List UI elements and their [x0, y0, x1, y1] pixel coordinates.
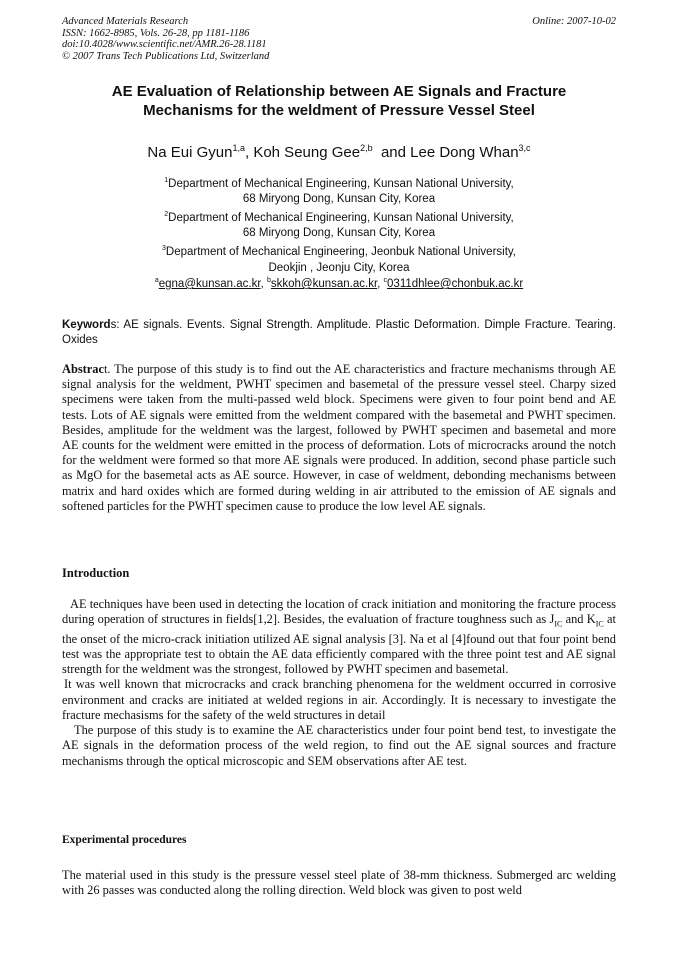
experimental-body: The material used in this study is the pressure vessel steel plate of 38-mm thickness. Submerged arc welding with 26 passes was conducted along the rolling direction. Weld block was given to post weld	[62, 868, 616, 898]
affiliation-number: 3	[162, 245, 166, 253]
affiliation-list	[62, 173, 616, 276]
intro-paragraph-3: The purpose of this study is to examine the AE characteristics under four point bend test, to investigate the AE signals in the deformation process of the weld region, to find out the AE signal sources and fracture mechanisms through the optical microscopic and SEM observations after AE test.	[62, 723, 616, 768]
copyright-line: © 2007 Trans Tech Publications Ltd, Switzerland	[62, 50, 270, 62]
abstract-section	[62, 362, 616, 514]
introduction-heading: Introduction	[62, 566, 130, 580]
author-list	[62, 139, 616, 162]
affiliation-address: 68 Miryong Dong, Kunsan City, Korea	[242, 227, 436, 240]
paper-title	[62, 82, 616, 120]
title-line-2: Mechanisms for the weldment of Pressure Vessel Steel	[143, 102, 535, 119]
title-line-1: AE Evaluation of Relationship between AE Signals and Fracture	[111, 83, 567, 100]
author-separator: and	[372, 144, 411, 161]
intro-paragraph-2: It was well known that microcracks and crack branching phenomena for the weldment occurred in corrosive environment and cracks are initiated at welded regions in air. Accordingly. It is necessary to investigate the fracture mechasisms for the safety of the weld structures in detail	[62, 677, 616, 722]
doi-line: doi:10.4028/www.scientific.net/AMR.26-28.1181	[62, 39, 267, 50]
keywords-section	[62, 318, 616, 348]
keywords-text: AE signals. Events. Signal Strength. Amplitude. Plastic Deformation. Dimple Fracture. Tearing. Oxides	[62, 319, 616, 346]
author-superscript: 2,b	[360, 143, 373, 153]
author-name: Na Eui Gyun	[147, 144, 233, 161]
abstract-label: Abstrac	[62, 362, 104, 376]
introduction-body	[62, 597, 616, 769]
intro-text: at the onset of the micro-crack initiation utilized AE signal analysis [3]. Na et al [4]found out that four point bend test was the appropriate test to obtain the AE data efficiently compared with the three point test and AE signal strength for the weldment was the strongest, followed by PWHT specimen and basemetal.	[62, 612, 616, 677]
author-superscript: 3,c	[518, 143, 531, 153]
author-name: Koh Seung Gee	[253, 144, 361, 161]
affiliation-2	[62, 207, 616, 226]
online-date: Online: 2007-10-02	[532, 16, 616, 27]
email-link[interactable]: egna@kunsan.ac.kr	[158, 277, 261, 290]
experimental-heading: Experimental procedures	[62, 834, 187, 846]
issn-line: ISSN: 1662-8985, Vols. 26-28, pp 1181-1186	[62, 27, 250, 39]
subscript: IC	[554, 619, 563, 629]
email-superscript: b	[266, 277, 271, 284]
affiliation-1	[62, 173, 616, 192]
author-name: Lee Dong Whan	[410, 144, 519, 161]
affiliation-address: Deokjin , Jeonju City, Korea	[268, 261, 410, 274]
abstract-label-rest: t.	[103, 362, 115, 376]
affiliation-number: 1	[164, 177, 169, 184]
abstract-text: The purpose of this study is to find out the AE characteristics and fracture mechanisms through AE signal analysis for the weldment, PWHT specimen and basemetal of the pressure vessel steel. Charpy sized specimens were taken from the multi-passed weld block. Specimens were given to four point bend and AE tests. Lots of AE signals were emitted from the weldment compared with the basemetal and PWHT specimen. Besides, amplitude for the weldment was the largest, followed by PWHT specimen and basemetal and more AE counts for the weldment were emitted in the process of deformation. Lots of microcracks around the notch for the weldment were formed so that more AE signals were produced. In addition, second phase particle such as MgO for the basemetal acts as AE source. However, in case of weldment, debonding mechanisms between matrix and hard oxides which are formed during welding in air attributed to the emission of AE signals and softened particles for the PWHT specimen cause to produce the low level AE signals.	[62, 362, 617, 513]
affiliation-line: Department of Mechanical Engineering, Kunsan National University,	[168, 177, 514, 190]
email-list: $^a$egna@kunsan.ac.kr, $^b$skkoh@kunsan.ac.kr, $^c$0311dhlee@chonbuk.ac.kr	[154, 277, 524, 290]
email-superscript: a	[154, 277, 159, 284]
email-superscript: c	[383, 277, 388, 284]
intro-paragraph-1	[62, 597, 616, 677]
affiliation-number: 2	[164, 211, 169, 219]
intro-text: and K	[562, 612, 596, 627]
keywords-label-rest: s:	[110, 319, 124, 331]
subscript: IC	[595, 619, 604, 629]
author-superscript: 1,a	[232, 143, 245, 153]
affiliation-3	[62, 241, 616, 260]
journal-header	[62, 16, 269, 62]
intro-text: AE techniques have been used in detecting the location of crack initiation and monitoring the fracture process during operation of structures in fields[1,2]. Besides, the evaluation of fracture toughness such as J	[62, 597, 616, 627]
affiliation-address: 68 Miryong Dong, Kunsan City, Korea	[242, 193, 436, 206]
email-link[interactable]: skkoh@kunsan.ac.kr	[270, 277, 378, 290]
email-link[interactable]: 0311dhlee@chonbuk.ac.kr	[387, 277, 524, 290]
journal-name: Advanced Materials Research	[62, 16, 189, 27]
affiliation-line: Department of Mechanical Engineering, Jeonbuk National University,	[165, 246, 516, 259]
author-separator: ,	[244, 144, 254, 161]
keywords-label: Keyword	[62, 319, 111, 331]
affiliation-line: Department of Mechanical Engineering, Kunsan National University,	[168, 212, 514, 225]
